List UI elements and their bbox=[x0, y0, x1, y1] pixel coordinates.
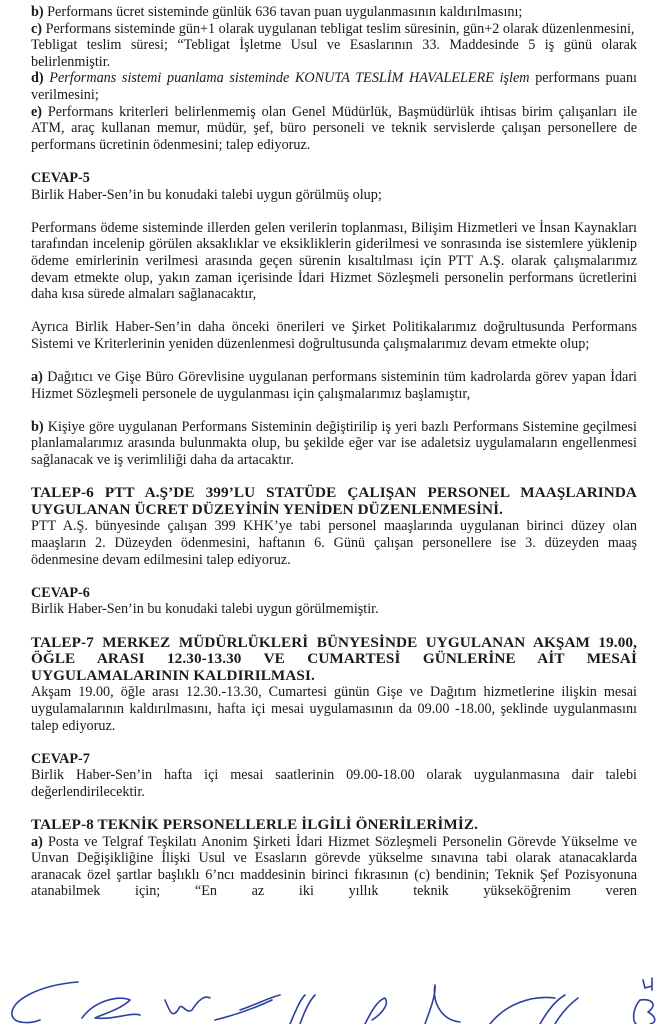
talep-6-title: TALEP-6 PTT A.Ş’DE 399’LU STATÜDE ÇALIŞAN PERSONEL MAAŞLARINDA UYGULANAN ÜCRET DÜZEYİNİN YENİDEN DÜZENLENMESİNİ. bbox=[31, 484, 637, 518]
item-e: e) Performans kriterleri belirlenmemiş olan Genel Müdürlük, Başmüdürlük ihtisas birim çalışanları ile ATM, araç kullanan memur, müdür, şef, büro personeli ve teknik servislerde çalışan personellere de performans ücretinin ödenmesini; talep ediyoruz. bbox=[31, 103, 637, 153]
cevap-5-intro: Birlik Haber-Sen’in bu konudaki talebi uygun görülmüş olup; bbox=[31, 186, 382, 203]
item-d: d) Performans sistemi puanlama sisteminde KONUTA TESLİM HAVALELERE işlem performans puanı verilmesini; bbox=[31, 70, 637, 103]
spacer bbox=[31, 352, 637, 369]
spacer bbox=[31, 618, 637, 635]
initial-mark bbox=[643, 978, 652, 990]
spacer bbox=[31, 469, 637, 486]
cevap-5-item-a: a) Dağıtıcı ve Gişe Büro Görevlisine uygulanan performans sisteminin tüm kadrolarda görev yapan İdari Hizmet Sözleşmeli personele de uygulanması için çalışmalarımız başlamıştır, bbox=[31, 369, 637, 402]
spacer bbox=[31, 801, 637, 818]
cevap-6-title: CEVAP-6 bbox=[31, 584, 90, 601]
item-b: b) Performans ücret sisteminde günlük 636 tavan puan uygulanmasının kaldırılmasını; bbox=[31, 4, 523, 20]
cevap-5-paragraph-1: Performans ödeme sisteminde illerden gelen verilerin toplanması, Bilişim Hizmetleri ve İnsan Kaynakları tarafından incelenip görülen aksaklıklar ve eksikliklerin giderilmesi ve sonrasında ise sistemlere yüklenip ödeme emirlerinin verilmesi arasında geçen sürenin kısaltılması için PTT A.Ş. olarak çalışmalarımız devam etmekte olup, yakın zaman içerisinde İdari Hizmet Sözleşmeli personelin performans ücretlerini daha kısa sürede almaları sağlanacaktır, bbox=[31, 219, 637, 303]
spacer bbox=[31, 303, 637, 320]
cevap-6-text: Birlik Haber-Sen’in bu konudaki talebi uygun görülmemiştir. bbox=[31, 601, 379, 618]
spacer bbox=[31, 568, 637, 585]
cevap-5-paragraph-2: Ayrıca Birlik Haber-Sen’in daha önceki önerileri ve Şirket Politikalarımız doğrultusunda Performans Sistemi ve Kriterlerinin yeniden düzenlenmesi doğrultusunda çalışmalarımız devam etmekte olup; bbox=[31, 319, 637, 352]
signature-5 bbox=[365, 998, 386, 1024]
item-c-note: Tebligat teslim süresi; “Tebligat İşletme Usul ve Esaslarının 33. Maddesinde 5 iş günü olarak belirlenmiştir. bbox=[31, 37, 637, 70]
spacer bbox=[31, 734, 637, 751]
signature-7 bbox=[490, 995, 578, 1024]
spacer bbox=[31, 203, 637, 220]
spacer bbox=[31, 402, 637, 419]
talep-6-text: PTT A.Ş. bünyesinde çalışan 399 KHK’ye tabi personel maaşlarında uygulanan birinci düzey olan maaşların 2. Düzeyden ödenmesini, haftanın 6. Günü çalışan personellere ise 3. düzeyden maaş ödenmesine devam edilmesini talep ediyoruz. bbox=[31, 518, 637, 568]
talep-8-title: TALEP-8 TEKNİK PERSONELLERLE İLGİLİ ÖNERİLERİMİZ. bbox=[31, 816, 478, 834]
signature-3 bbox=[165, 997, 210, 1014]
signature-1 bbox=[12, 982, 78, 1023]
item-c: c) Performans sisteminde gün+1 olarak uygulanan tebligat teslim süresinin, gün+2 olarak düzenlenmesini, bbox=[31, 20, 635, 37]
cevap-5-title: CEVAP-5 bbox=[31, 169, 90, 186]
signature-6 bbox=[425, 985, 460, 1024]
signature-4 bbox=[215, 995, 315, 1024]
talep-7-title: TALEP-7 MERKEZ MÜDÜRLÜKLERİ BÜNYESİNDE UYGULANAN AKŞAM 19.00, ÖĞLE ARASI 12.30-13.30 VE CUMARTESİ GÜNLERİNE AİT MESAİ UYGULAMALARININ KALDIRILMASI. bbox=[31, 633, 637, 684]
signature-2 bbox=[82, 998, 140, 1018]
cevap-7-title: CEVAP-7 bbox=[31, 750, 90, 767]
signature-8 bbox=[634, 1000, 655, 1024]
document-page bbox=[31, 4, 637, 900]
cevap-7-text: Birlik Haber-Sen’in hafta içi mesai saatlerinin 09.00-18.00 olarak uygulanmasına dair talebi değerlendirilecektir. bbox=[31, 767, 637, 800]
cevap-5-item-b: b) Kişiye göre uygulanan Performans Sisteminin değiştirilip iş yeri bazlı Performans Sistemine geçilmesi planlamalarımız arasında bulunmakta olup, bu şekilde eğer var ise adaletsiz uygulamaların engellenmesi sağlanacak ve iş verimliliği daha da artacaktır. bbox=[31, 418, 637, 469]
talep-8-item-a: a) Posta ve Telgraf Teşkilatı Anonim Şirketi İdari Hizmet Sözleşmeli Personelin Görevde Yükselme ve Unvan Değişikliğine İlişki Usul ve Esasların görevde yükselme sınavına tabi olarak atanacaklarda aranacak özel şartlar başlıklı 6’ncı maddesinin birinci fıkrasının (c) bendinin; Teknik Şef Pozisyonuna atanabilmek için; “En az iki yıllık teknik yükseköğrenim veren bbox=[31, 833, 637, 900]
spacer bbox=[31, 153, 637, 170]
talep-7-text: Akşam 19.00, öğle arası 12.30.-13.30, Cumartesi günün Gişe ve Dağıtım hizmetlerine ilişkin mesai uygulamalarının kaldırılmasını, hafta içi mesai uygulamasının da 09.00 -18.00, şeklinde uygulanmasını talep ediyoruz. bbox=[31, 684, 637, 734]
